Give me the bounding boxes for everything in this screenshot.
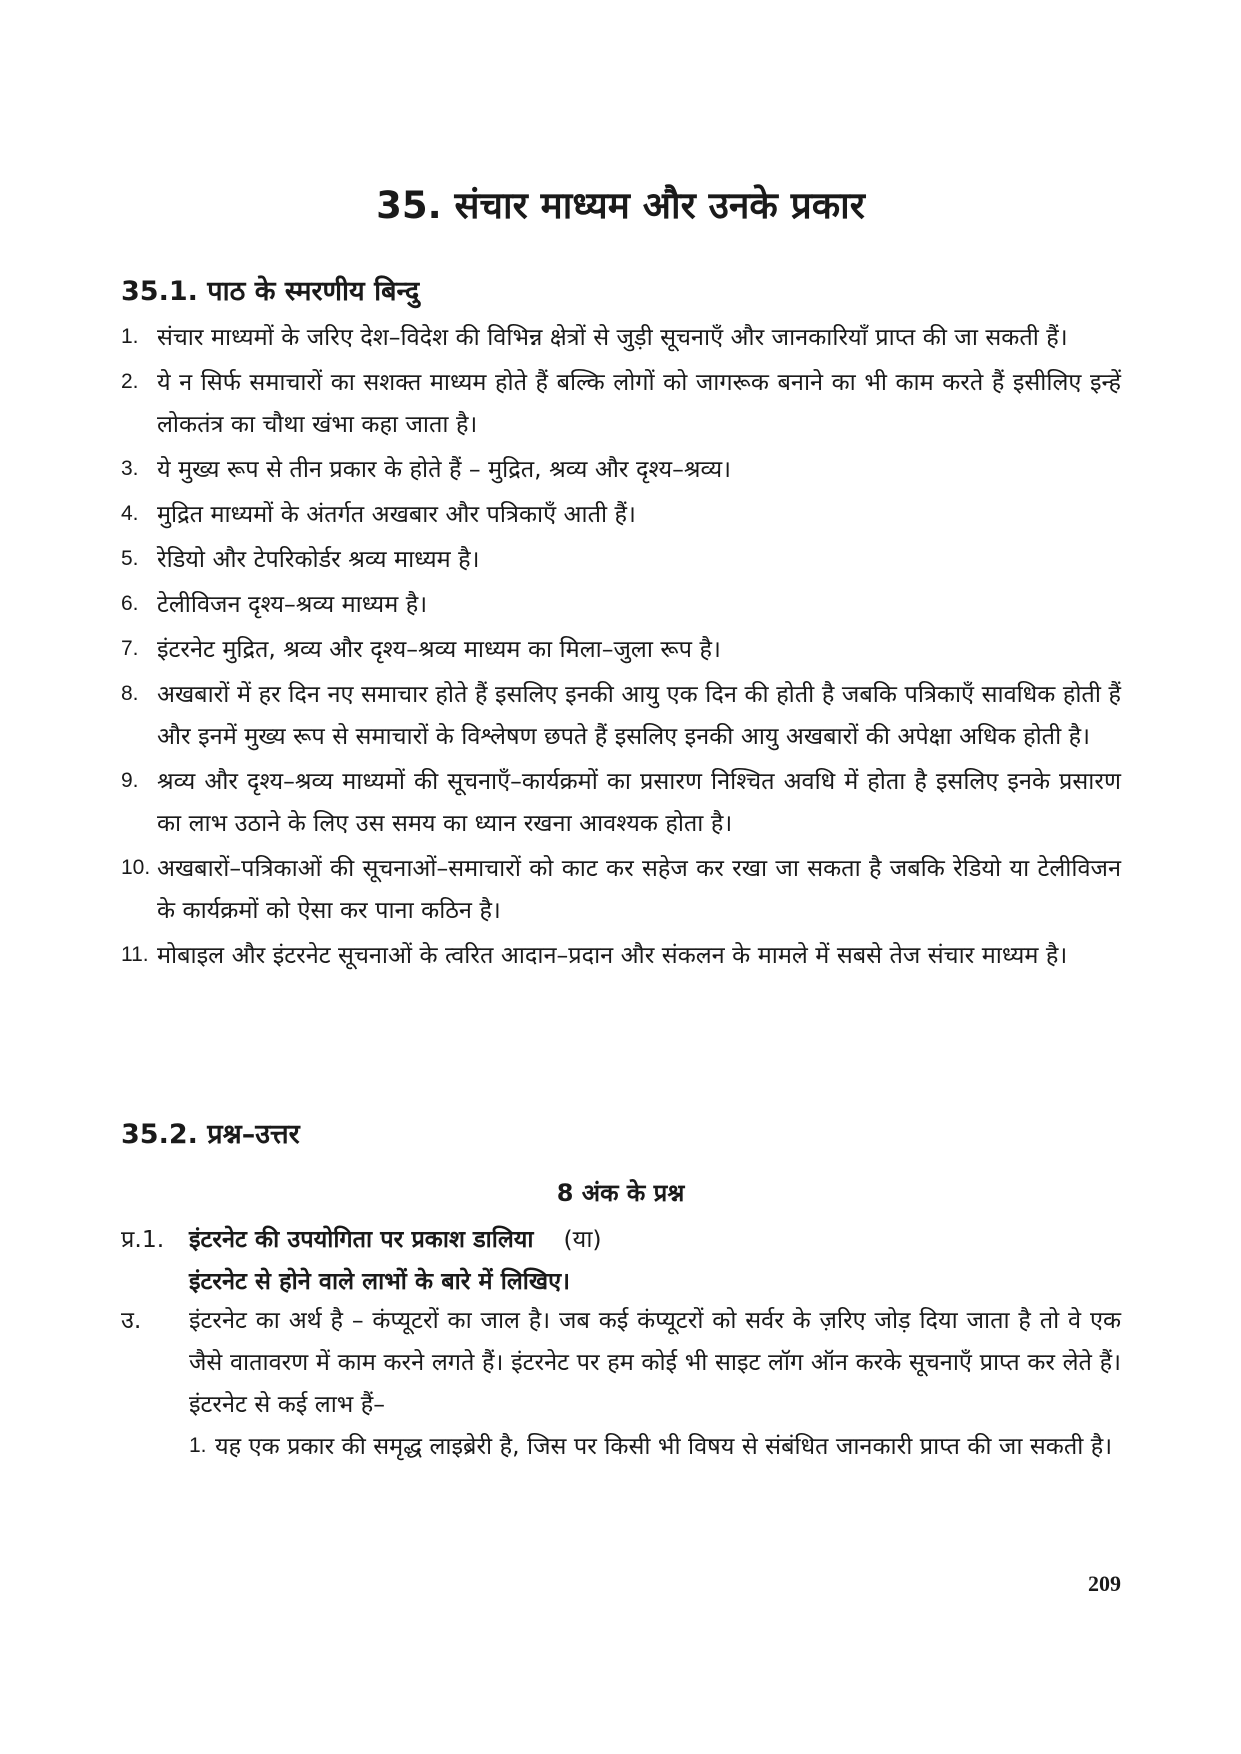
list-item-number: 7. [121, 637, 139, 660]
list-item-text: ये मुख्य रूप से तीन प्रकार के होते हैं – मुद्रित, श्रव्य और दृश्य–श्रव्य। [157, 455, 732, 483]
list-item [121, 538, 1121, 580]
list-item-text: अखबारों–पत्रिकाओं की सूचनाओं–समाचारों को काट कर सहेज कर रखा जा सकता है जबकि रेडियो या टेलीविजन के कार्यक्रमों को ऐसा कर पाना कठिन है। [157, 854, 1121, 924]
list-item-text: संचार माध्यमों के जरिए देश–विदेश की विभिन्न क्षेत्रों से जुड़ी सूचनाएँ और जानकारियाँ प्राप्त की जा सकती हैं। [157, 323, 1068, 351]
chapter-title: 35. संचार माध्यम और उनके प्रकार [376, 184, 865, 227]
list-item [121, 628, 1121, 670]
answer-text: इंटरनेट का अर्थ है – कंप्यूटरों का जाल है। जब कई कंप्यूटरों को सर्वर के ज़रिए जोड़ दिया जाता है तो वे एक जैसे वातावरण में काम करने लगते हैं। इंटरनेट पर हम कोई भी साइट लॉग ऑन करके सूचनाएँ प्राप्त कर लेते हैं। इंटरनेट से कई लाभ हैं– [189, 1306, 1121, 1418]
answer-points-list [189, 1425, 1121, 1467]
list-item [121, 361, 1121, 445]
list-item [189, 1425, 1121, 1467]
list-item-number: 3. [121, 457, 139, 480]
list-item-text: ये न सिर्फ समाचारों का सशक्त माध्यम होते हैं बल्कि लोगों को जागरूक बनाने का भी काम करते हैं इसीलिए इन्हें लोकतंत्र का चौथा खंभा कहा जाता है। [157, 368, 1121, 438]
list-item-number: 6. [121, 592, 139, 615]
list-item-number: 5. [121, 547, 139, 570]
marks-subheading: 8 अंक के प्रश्न [556, 1179, 685, 1207]
list-item-number: 8. [121, 682, 139, 705]
list-item [121, 448, 1121, 490]
list-item-text: अखबारों में हर दिन नए समाचार होते हैं इसलिए इनकी आयु एक दिन की होती है जबकि पत्रिकाएँ सावधिक होती हैं और इनमें मुख्य रूप से समाचारों के विश्लेषण छपते हैं इसलिए इनकी आयु अखबारों की अपेक्षा अधिक होती है। [157, 680, 1121, 750]
list-item [121, 934, 1121, 976]
question-label: प्र.1. [121, 1225, 165, 1253]
question-line-1 [189, 1218, 1121, 1260]
list-item-text: रेडियो और टेपरिकोर्डर श्रव्य माध्यम है। [157, 545, 480, 573]
list-item-text: यह एक प्रकार की समृद्ध लाइब्रेरी है, जिस पर किसी भी विषय से संबंधित जानकारी प्राप्त की जा सकती है। [215, 1432, 1113, 1460]
list-item-text: मोबाइल और इंटरनेट सूचनाओं के त्वरित आदान–प्रदान और संकलन के मामले में सबसे तेज संचार माध्यम है। [157, 941, 1068, 969]
list-item [121, 847, 1121, 931]
list-item-number: 11. [121, 943, 149, 966]
list-item-text: टेलीविजन दृश्य–श्रव्य माध्यम है। [157, 590, 428, 618]
list-item-text: इंटरनेट मुद्रित, श्रव्य और दृश्य–श्रव्य माध्यम का मिला–जुला रूप है। [157, 635, 721, 663]
question-text: इंटरनेट की उपयोगिता पर प्रकाश डालिया [189, 1225, 534, 1253]
list-item [121, 583, 1121, 625]
question-or: (या) [563, 1225, 602, 1253]
key-points-list [121, 316, 1121, 979]
question-block [121, 1218, 1121, 1302]
page-number: 209 [1088, 1571, 1121, 1596]
list-item-number: 10. [121, 856, 151, 879]
list-item [121, 493, 1121, 535]
list-item [121, 760, 1121, 844]
list-item-number: 2. [121, 370, 139, 393]
list-item [121, 673, 1121, 757]
question-body [189, 1218, 1121, 1302]
list-item-text: श्रव्य और दृश्य–श्रव्य माध्यमों की सूचनाएँ–कार्यक्रमों का प्रसारण निश्चित अवधि में होता है इसलिए इनके प्रसारण का लाभ उठाने के लिए उस समय का ध्यान रखना आवश्यक होता है। [157, 767, 1121, 837]
section-heading-smarniya-bindu: 35.1. पाठ के स्मरणीय बिन्दु [121, 276, 420, 307]
question-line-2: इंटरनेट से होने वाले लाभों के बारे में लिखिए। [189, 1267, 570, 1295]
list-item-number: 9. [121, 769, 139, 792]
section-heading-prashn-uttar: 35.2. प्रश्न–उत्तर [121, 1119, 300, 1150]
list-item-text: मुद्रित माध्यमों के अंतर्गत अखबार और पत्रिकाएँ आती हैं। [157, 500, 636, 528]
answer-label: उ. [121, 1306, 142, 1334]
list-item-number: 1. [121, 325, 139, 348]
answer-block [121, 1299, 1121, 1425]
list-item [121, 316, 1121, 358]
list-item-number: 1. [189, 1434, 207, 1457]
list-item-number: 4. [121, 502, 139, 525]
